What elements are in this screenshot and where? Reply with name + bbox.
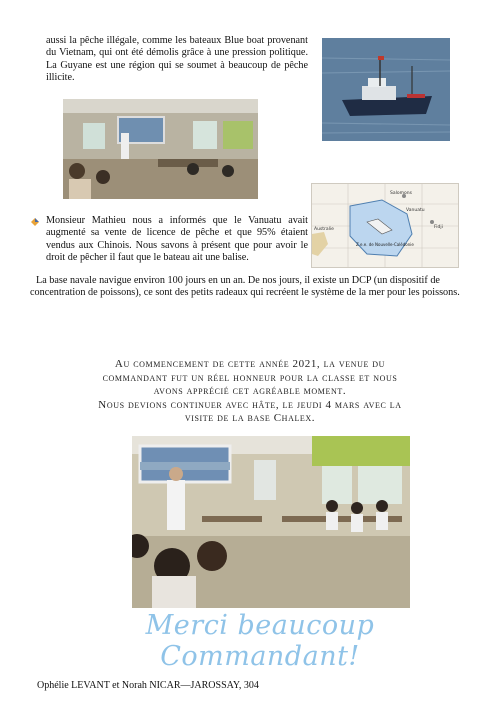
- map-label-fidji: Fidji: [434, 225, 443, 230]
- classroom-photo-2: [132, 436, 410, 608]
- announcement-line-2: commandant fut un réel honneur pour la classe et nous: [102, 371, 398, 384]
- map-label-vanuatu: Vanuatu: [406, 208, 425, 213]
- authors-footer: Ophélie LEVANT et Norah NICAR—JAROSSAY, 304: [37, 680, 259, 691]
- announcement: [60, 358, 440, 426]
- diamond-bullet-icon: [31, 218, 39, 226]
- paragraph-illegal-fishing: aussi la pêche illégale, comme les bateaux Blue boat provenant du Vietnam, qui ont été démolis grâce à une pression politique. La Guyane est une région qui se soumet à beaucoup de pêche illicite.: [46, 35, 308, 84]
- paragraph-vanuatu: Monsieur Mathieu nous a informés que le Vanuatu avait augmenté sa vente de licence de pêche et que 95% étaient vendus aux Chinois. Nous savons à présent que pour avoir le droit de pêcher il faut que le bateau ait une balise.: [46, 215, 308, 264]
- announcement-line-4: Nous devions continuer avec hâte, le jeudi 4 mars avec la: [98, 398, 402, 411]
- map-label-australie: Australie: [314, 227, 334, 232]
- new-caledonia-eez-map: [311, 183, 459, 268]
- thank-you-message: Merci beaucoup Commandant!: [145, 610, 375, 672]
- map-label-salomons: Salomons: [390, 191, 412, 196]
- classroom-photo-1: [63, 99, 258, 199]
- announcement-line-3: avons apprécié cet agréable moment.: [153, 385, 347, 397]
- fishing-boat-photo: [322, 38, 450, 141]
- announcement-line-1: Au commencement de cette année 2021, la venue du: [114, 358, 386, 370]
- paragraph-naval-base: La base navale navigue environ 100 jours en un an. De nos jours, il existe un DCP (un dispositif de concentration de poissons), ce sont des petits radeaux qui recréent le système de la mer pour les poissons.: [30, 275, 460, 299]
- announcement-line-5: visite de la base Chalex.: [184, 412, 316, 424]
- map-label-zee: Z.e.e. de Nouvelle-Calédonie: [356, 242, 414, 247]
